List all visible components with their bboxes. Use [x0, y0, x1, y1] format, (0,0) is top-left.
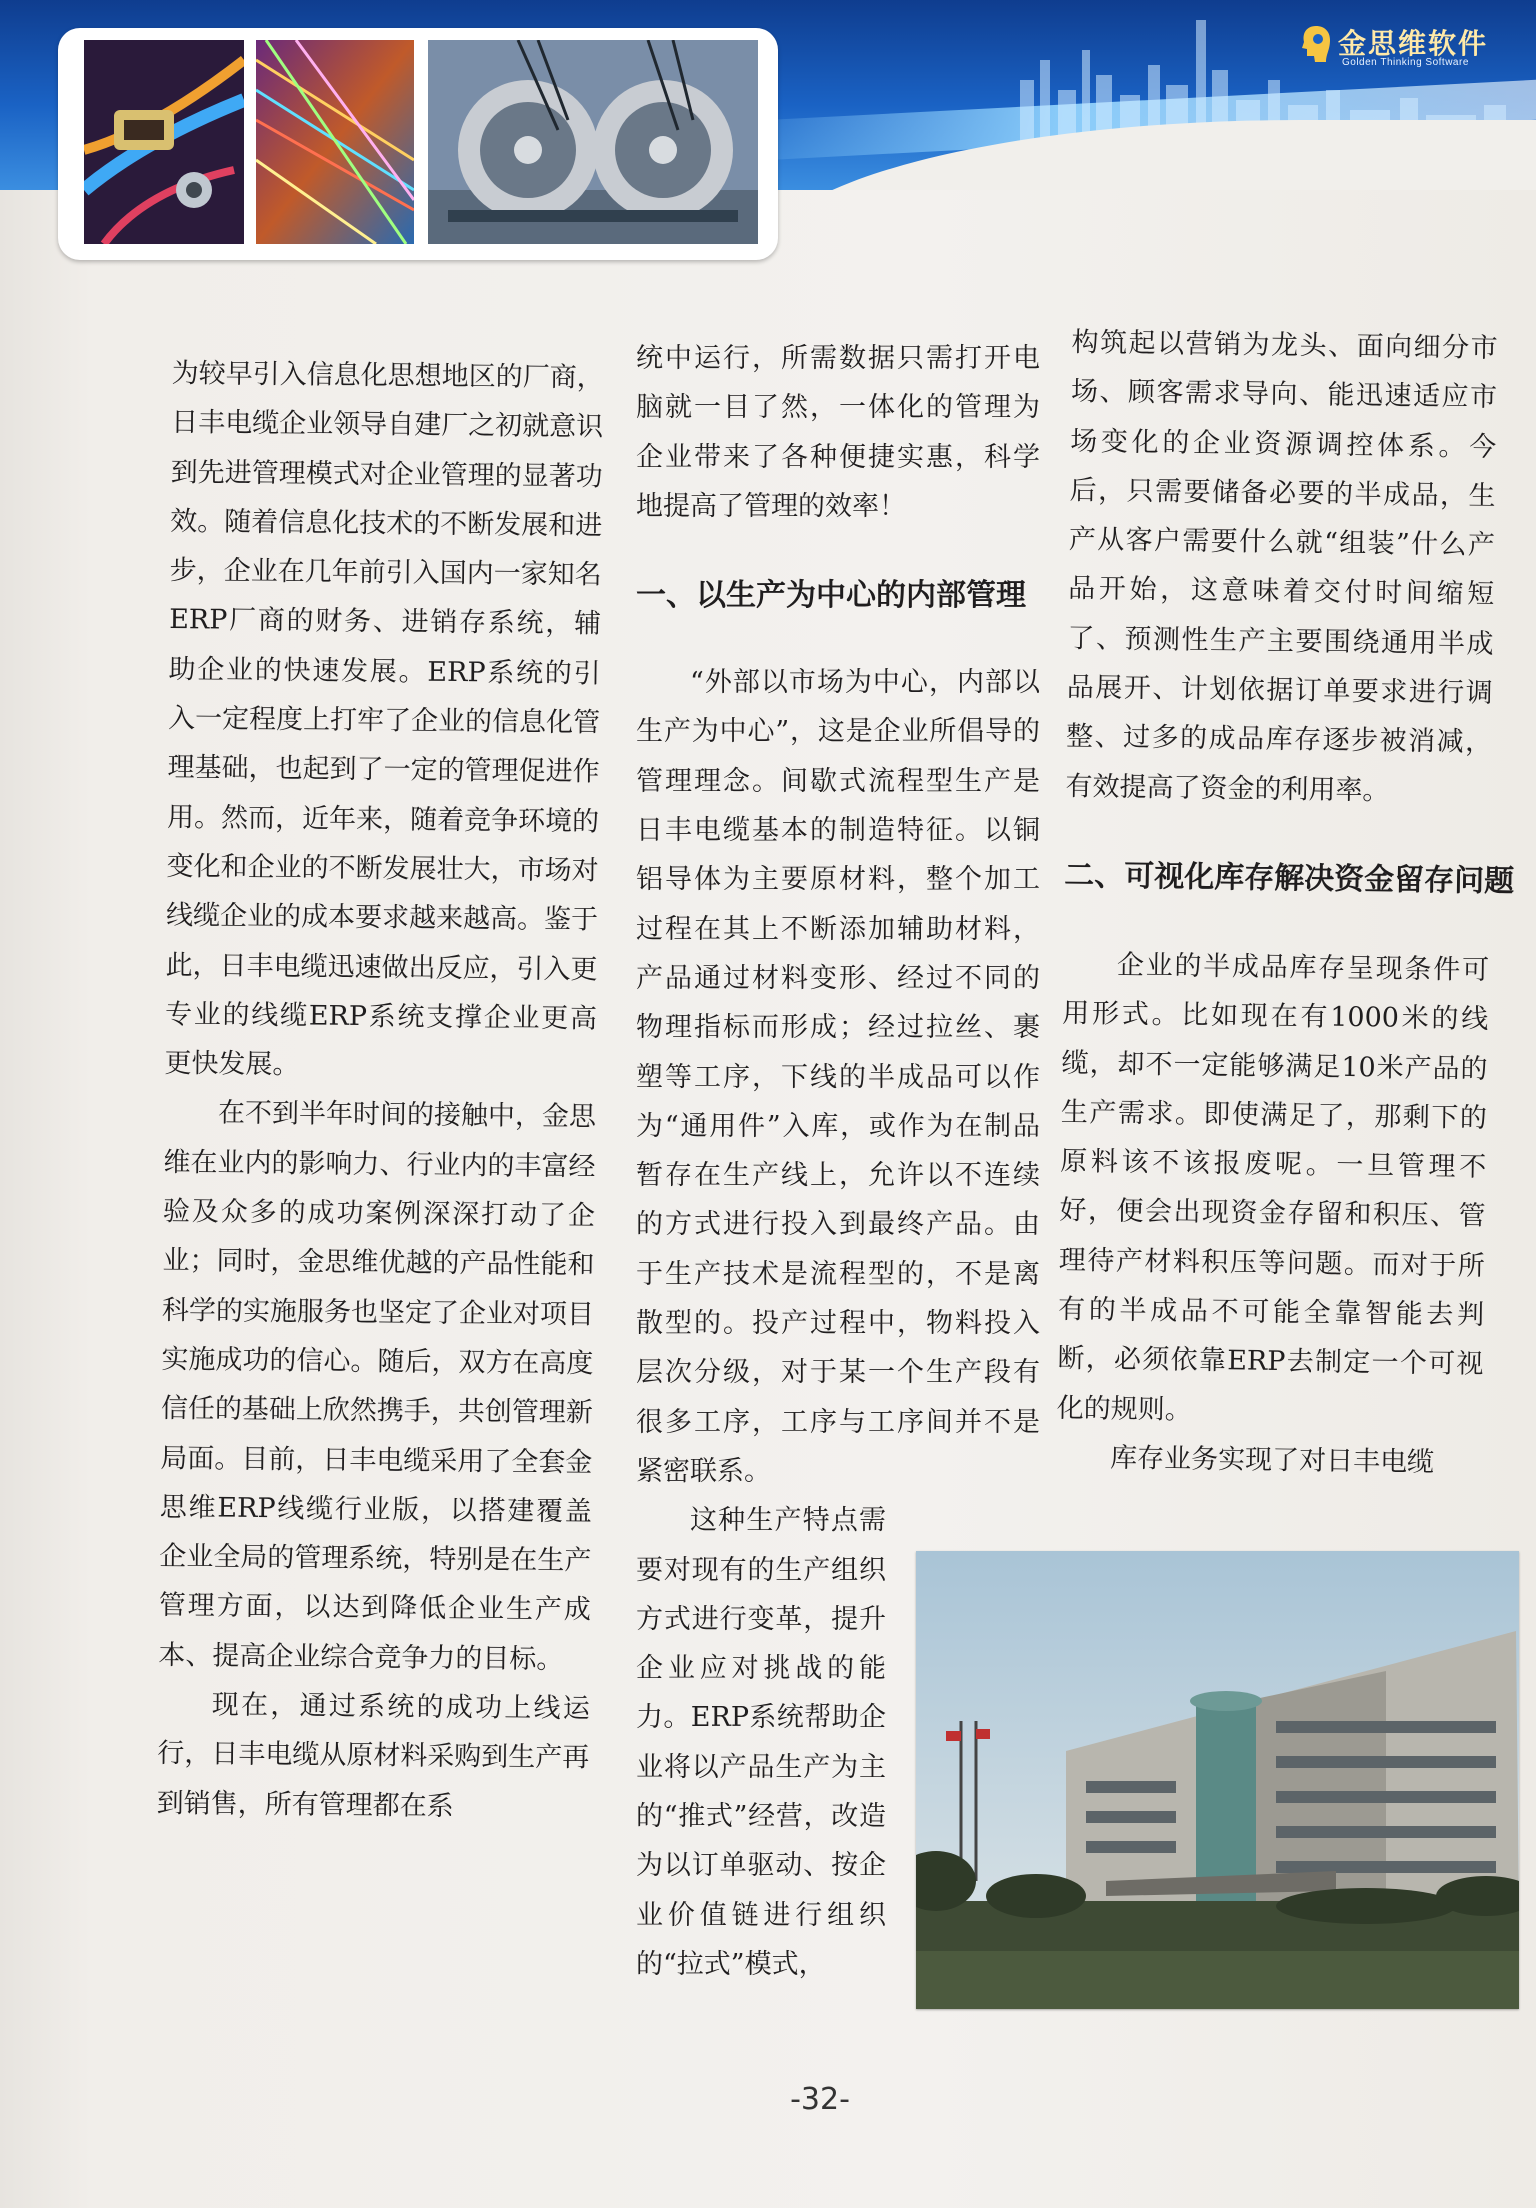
logo-chinese-name: 金思维软件 — [1338, 27, 1489, 60]
column2-paragraph-3: 这种生产特点需要对现有的生产组织方式进行变革，提升企业应对挑战的能力。ERP系统帮助企业将以产品生产为主的“推式”经营，改造为以订单驱动、按企业价值链进行组织的“拉式”模式， — [636, 1505, 886, 1980]
column2-paragraph-1: 统中运行，所需数据只需打开电脑就一目了然，一体化的管理为企业带来了各种便捷实惠，科学地提高了管理的效率！ — [636, 343, 1040, 522]
brand-logo — [1298, 22, 1514, 72]
column2-paragraph-2: “外部以市场为中心，内部以生产为中心”，这是企业所倡导的管理理念。间歇式流程型生产是日丰电缆基本的制造特征。以铜铝导体为主要原材料，整个加工过程在其上不断添加辅助材料，产品通过材料变形、经过不同的物理指标而形成；经过拉丝、裹塑等工序，下线的半成品可以作为“通用件”入库，或作为在制品暂存在生产线上，允许以不连续的方式进行投入到最终产品。由于生产技术是流程型的，不是离散型的。投产过程中，物料投入层次分级，对于某一个生产段有很多工序，工序与工序间并不是紧密联系。 — [636, 667, 1040, 1487]
page-number: -32- — [790, 2082, 850, 2117]
logo-english-name: Golden Thinking Software — [1342, 57, 1469, 68]
column3-paragraph-2: 企业的半成品库存呈现条件可用形式。比如现在有1000米的线缆，却不一定能够满足10米产品的生产需求。即使满足了，那剩下的原料该不该报废呢。一旦管理不好，便会出现资金存留和积压、管理待产材料积压等问题。而对于所有的半成品不可能全靠智能去判断，必须依靠ERP去制定一个可视化的规则。 — [1056, 949, 1490, 1426]
column1-paragraph-2: 在不到半年时间的接触中，金思维在业内的影响力、行业内的丰富经验及众多的成功案例深深打动了企业；同时，金思维优越的产品性能和科学的实施服务也坚定了企业对项目实施成功的信心。随后，双方在高度信任的基础上欣然携手，共创管理新局面。目前，日丰电缆采用了全套金思维ERP线缆行业版，以搭建覆盖企业全局的管理系统，特别是在生产管理方面，以达到降低企业生产成本、提高企业综合竞争力的目标。 — [158, 1097, 597, 1675]
header-photo-cable-connectors — [84, 40, 244, 244]
header-photo-fiber-optics — [256, 40, 414, 244]
column1-paragraph-3: 现在，通过系统的成功上线运行，日丰电缆从原材料采购到生产再到销售，所有管理都在系 — [156, 1689, 590, 1822]
company-building-photo — [916, 1551, 1519, 2009]
article-column-3 — [1056, 318, 1515, 1488]
column3-paragraph-3: 库存业务实现了对日丰电缆 — [1109, 1442, 1435, 1479]
header-photo-cable-machinery — [428, 40, 758, 244]
section-heading-2: 二、可视化库存解决资金留存问题 — [1063, 857, 1515, 900]
section-heading-1: 一、以生产为中心的内部管理 — [636, 578, 1026, 614]
column3-paragraph-1: 构筑起以营销为龙头、面向细分市场、顾客需求导向、能迅速适应市场变化的企业资源调控体系。今后，只需要储备必要的半成品，生产从客户需要什么就“组装”什么产品开始，这意味着交付时间缩短了、预测性生产主要围绕通用半成品展开、计划依据订单要求进行调整、过多的成品库存逐步被消减，有效提高了资金的利用率。 — [1065, 326, 1498, 807]
logo-head-icon — [1298, 24, 1334, 64]
article-column-1 — [157, 349, 604, 1832]
column1-paragraph-1: 为较早引入信息化思想地区的厂商，日丰电缆企业领导自建厂之初就意识到先进管理模式对企业管理的显著功效。随着信息化技术的不断发展和进步，企业在几年前引入国内一家知名ERP厂商的财务、进销存系统，辅助企业的快速发展。ERP系统的引入一定程度上打牢了企业的信息化管理基础，也起到了一定的管理促进作用。然而，近年来，随着竞争环境的变化和企业的不断发展壮大，市场对线缆企业的成本要求越来越高。鉴于此，日丰电缆迅速做出反应，引入更专业的线缆ERP系统支撑企业更高更快发展。 — [164, 357, 604, 1081]
